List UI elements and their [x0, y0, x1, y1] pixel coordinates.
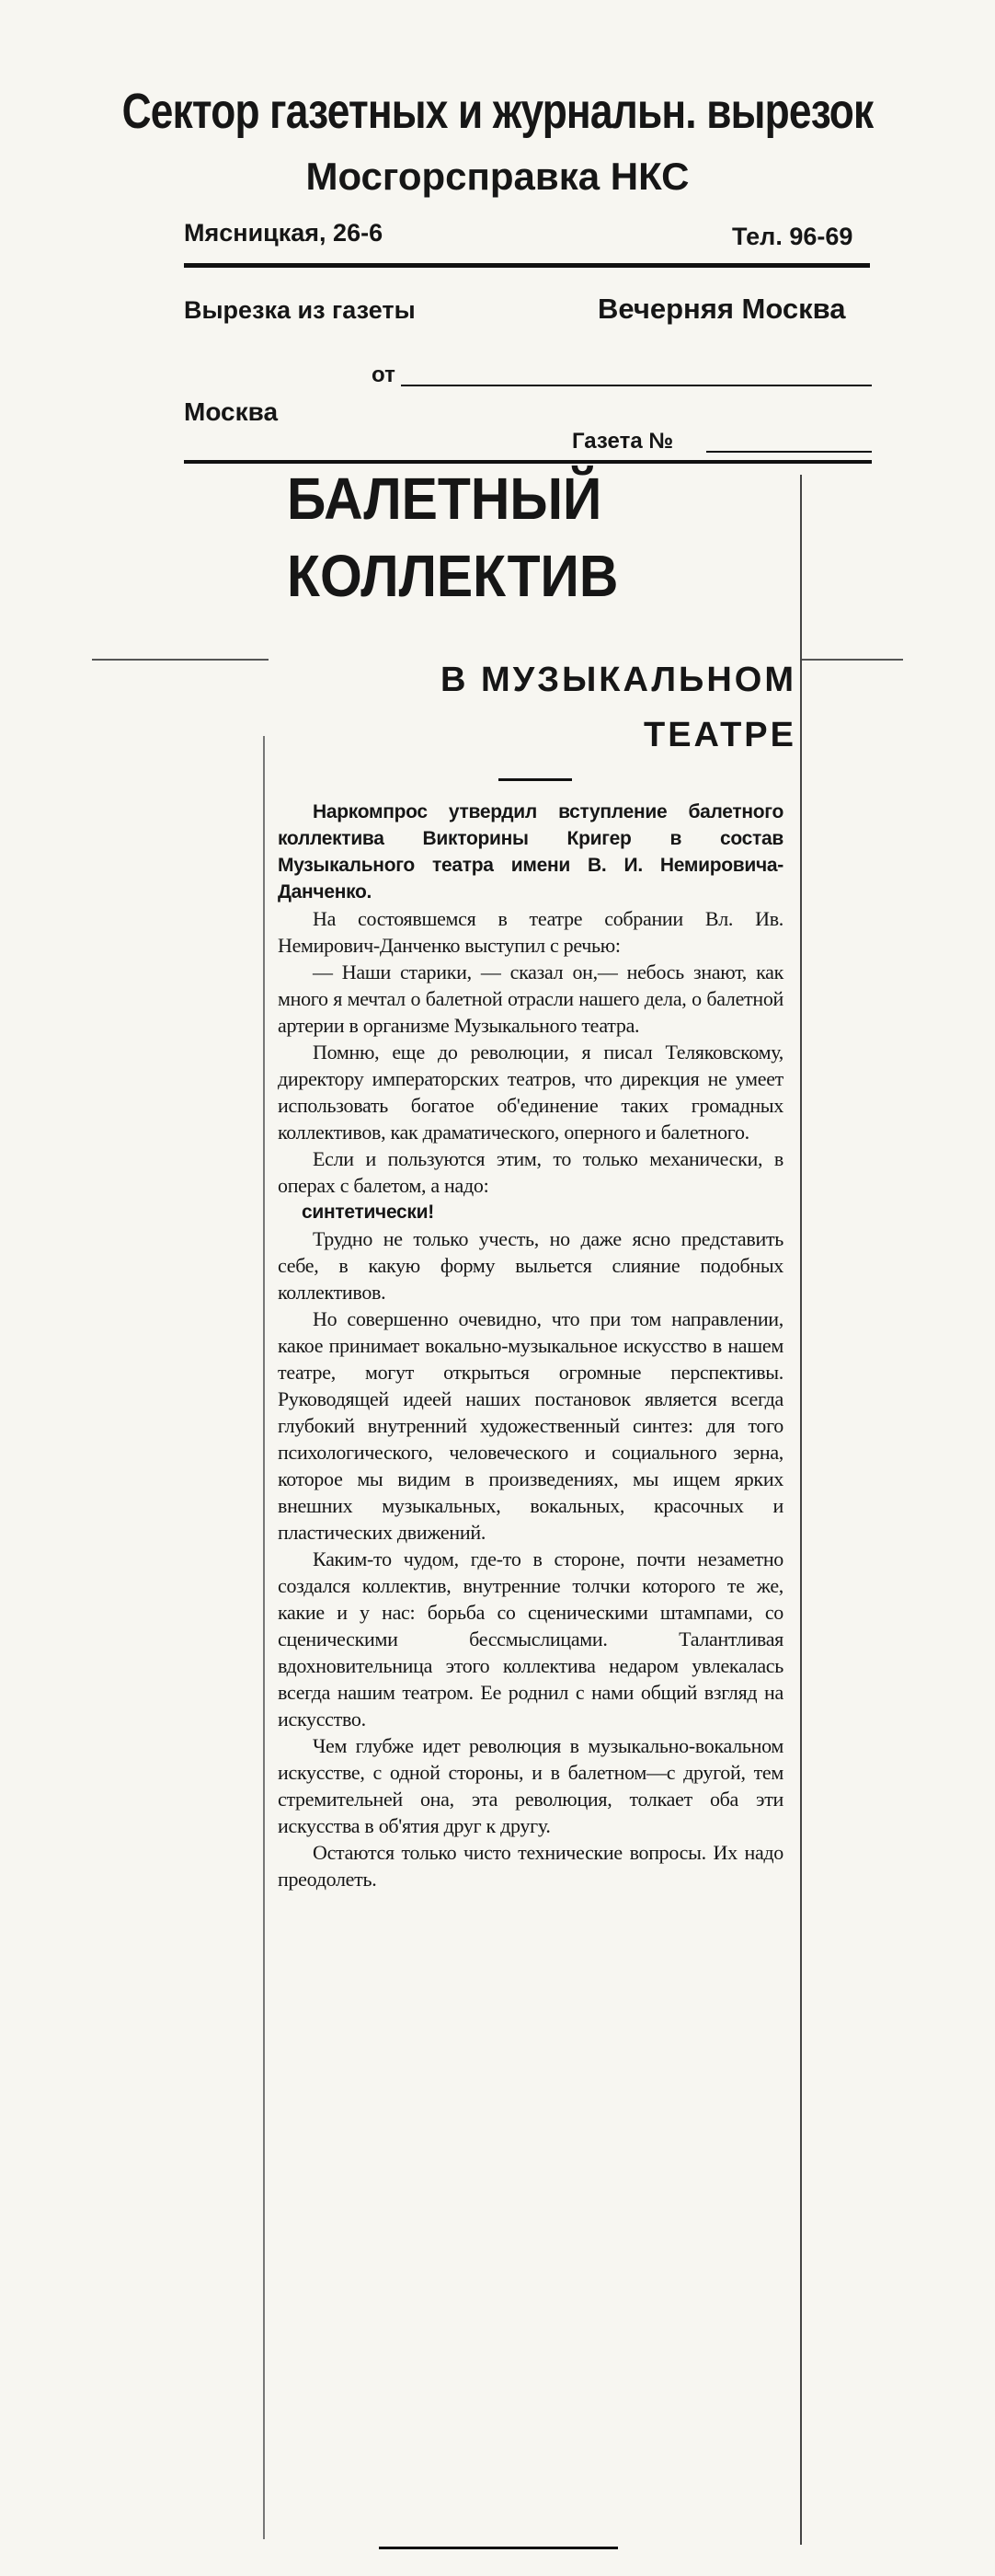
issue-line — [706, 451, 872, 453]
clipping-from-label: Вырезка из газеты — [184, 296, 416, 324]
article-subtitle-line1: В МУЗЫКАЛЬНОМ — [440, 661, 796, 699]
paragraph: Но совершенно очевидно, что при том направлении, какое принимает вокально-музыкальное искусство в нашем театре, могут открыться огромные перспективы. Руководящей идеей наших постановок является всегда глубокий внутренний художественный синтез: для того психологического, человеческого и социального зерна, которое мы видим в произведениях, мы ищем ярких внешних музыкальных, вокальных, красочных и пластических движений. — [278, 1307, 783, 1544]
date-line — [401, 385, 872, 386]
header-rule — [184, 263, 870, 268]
article-title-line1: БАЛЕТНЫЙ — [287, 466, 602, 532]
cut-line-left — [92, 659, 269, 661]
newspaper-name: Вечерняя Москва — [598, 293, 846, 325]
article-subtitle-line2: ТЕАТРЕ — [643, 716, 796, 754]
paragraph-emphasis: синтетически! — [302, 1202, 434, 1223]
sector-title: Сектор газетных и журнальн. вырезок — [121, 84, 874, 139]
article-body — [278, 799, 783, 1892]
paragraph: Чем глубже идет революция в музыкально-вокальном искусстве, с одной стороны, и в балетном—с другой, тем стремительней она, эта революция, толкает оба эти искусства в об'ятия друг к другу. — [278, 1734, 783, 1837]
address: Мясницкая, 26-6 — [184, 219, 383, 247]
paragraph: На состоявшемся в театре собрании Вл. Ив. Немирович-Данченко выступил с речью: — [278, 907, 783, 957]
article-title-line2: КОЛЛЕКТИВ — [287, 543, 619, 609]
cut-line-right — [802, 659, 903, 661]
issue-label: Газета № — [572, 429, 674, 454]
paragraph: Остаются только чисто технические вопросы. Их надо преодолеть. — [278, 1841, 783, 1891]
paragraph: Если и пользуются этим, то только механически, в операх с балетом, а надо: — [278, 1147, 783, 1197]
article-title — [287, 460, 618, 615]
paragraph: Трудно не только учесть, но даже ясно представить себе, в какую форму выльется слияние подобных коллективов. — [278, 1227, 783, 1304]
title-divider — [498, 778, 572, 781]
paragraph: Каким-то чудом, где-то в стороне, почти незаметно создался коллектив, внутренние толчки которого те же, какие и у нас: борьба со сценическими штампами, со сценическими бессмыслицами. Талантливая вдохновительница этого коллектива недаром увлекалась всегда нашим театром. Ее роднил с нами общий взгляд на искусство. — [278, 1547, 783, 1731]
agency-name: Мосгорсправка НКС — [305, 155, 690, 198]
paragraph: Помню, еще до революции, я писал Теляковскому, директору императорских театров, что дирекция не умеет использовать богатое об'единение таких громадных коллективов, как драматического, оперного и балетного. — [278, 1041, 783, 1144]
paragraph-lead: Наркомпрос утвердил вступление балетного коллектива Викторины Кригер в состав Музыкального театра имени В. И. Немировича-Данченко. — [278, 801, 783, 903]
end-ornament — [379, 2547, 618, 2549]
paragraph: — Наши старики, — сказал он,— небось знают, как много я мечтал о балетной отрасли нашего дела, о балетной артерии в организме Музыкального театра. — [278, 960, 783, 1037]
clipping-left-edge — [263, 736, 265, 2539]
clipping-right-edge — [800, 475, 802, 2545]
city: Москва — [184, 397, 279, 426]
date-label: от — [372, 362, 395, 387]
phone: Тел. 96-69 — [732, 223, 853, 250]
